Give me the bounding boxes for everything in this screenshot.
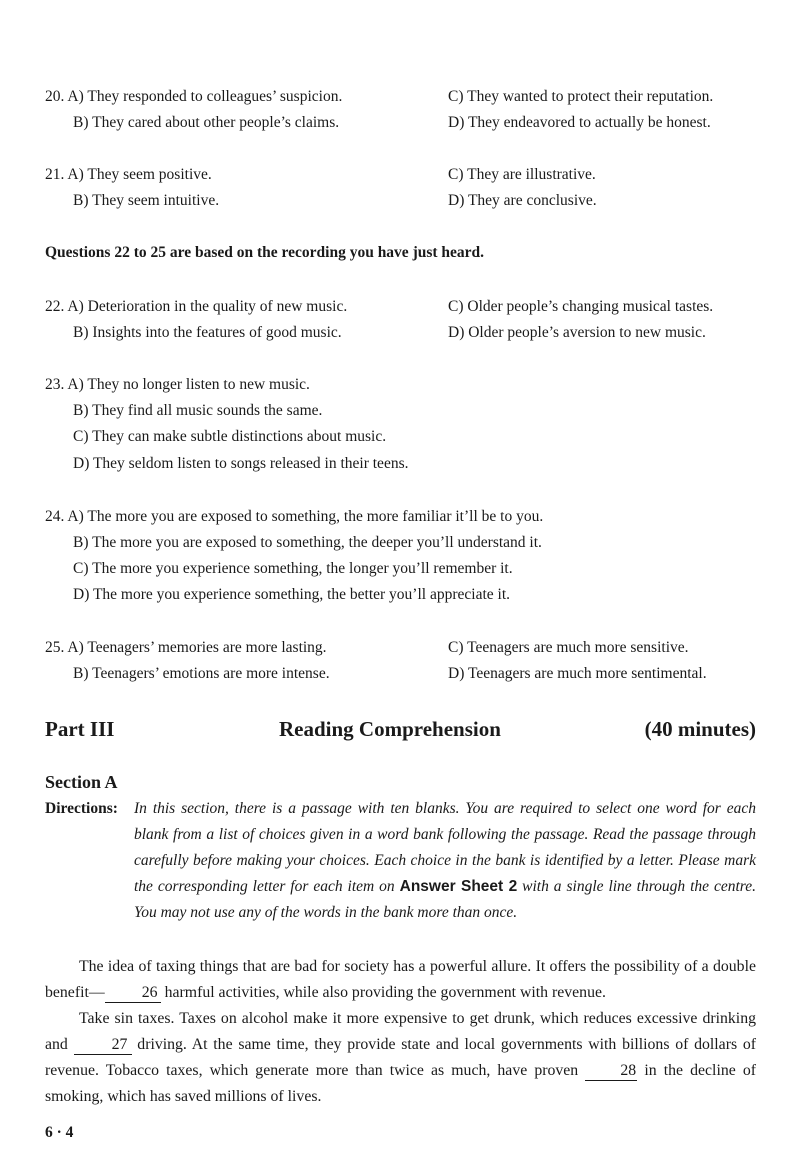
question-20-option-c: C) They wanted to protect their reputation.	[448, 88, 714, 105]
blank-26: 26	[105, 984, 161, 1003]
passage-paragraph-1: The idea of taxing things that are bad for society has a powerful allure. It offers the possibility of a double benefit— 26 harmful activities, while also providing the government with revenue.	[45, 958, 756, 1001]
question-23-option-a: 23. A) They no longer listen to new music.	[45, 376, 310, 393]
question-23-option-d: D) They seldom listen to songs released in their teens.	[73, 455, 409, 472]
page-number: 6 · 4	[45, 1124, 74, 1141]
question-21-option-b: B) They seem intuitive.	[73, 192, 220, 209]
question-25-option-d: D) Teenagers are much more sentimental.	[448, 665, 707, 682]
question-20-option-d: D) They endeavored to actually be honest.	[448, 114, 711, 131]
section-heading: Section A	[45, 772, 118, 792]
question-25-option-c: C) Teenagers are much more sensitive.	[448, 639, 689, 656]
answer-sheet-label: Answer Sheet 2	[399, 878, 518, 895]
question-20-option-a: 20. A) They responded to colleagues’ suspicion.	[45, 88, 343, 105]
questions-group-heading: Questions 22 to 25 are based on the recording you have just heard.	[45, 244, 485, 261]
part-title: Reading Comprehension	[279, 717, 501, 741]
question-24-option-c: C) The more you experience something, the longer you’ll remember it.	[73, 560, 513, 577]
blank-28: 28	[585, 1062, 637, 1081]
blank-27: 27	[74, 1036, 132, 1055]
question-21-option-a: 21. A) They seem positive.	[45, 166, 212, 183]
question-25-option-b: B) Teenagers’ emotions are more intense.	[73, 665, 330, 682]
question-22-option-d: D) Older people’s aversion to new music.	[448, 324, 706, 341]
question-21-option-c: C) They are illustrative.	[448, 166, 596, 183]
directions-text: In this section, there is a passage with ten blanks. You are required to select one word for each blank from a list of choices given in a word bank following the passage. Read the passage through carefully before making your choices. Each choice in the bank is identified by a letter. Please mark the corresponding letter for each item on Answer Sheet 2 with a single line through the centre. You may not use any of the words in the bank more than once.	[134, 800, 756, 921]
directions-label: Directions:	[45, 800, 118, 817]
question-24-option-a: 24. A) The more you are exposed to something, the more familiar it’ll be to you.	[45, 508, 544, 525]
passage-paragraph-2: Take sin taxes. Taxes on alcohol make it more expensive to get drunk, which reduces excessive drinking and 27 driving. At the same time, they provide state and local governments with billions of dollars of revenue. Tobacco taxes, which generate more than twice as much, have proven 28 in the decline of smoking, which has saved millions of lives.	[45, 1010, 757, 1105]
question-25-option-a: 25. A) Teenagers’ memories are more lasting.	[45, 639, 327, 656]
question-24-option-b: B) The more you are exposed to something, the deeper you’ll understand it.	[73, 534, 542, 551]
question-23-option-b: B) They find all music sounds the same.	[73, 402, 323, 419]
question-21-option-d: D) They are conclusive.	[448, 192, 597, 209]
question-23-option-c: C) They can make subtle distinctions about music.	[73, 428, 387, 445]
question-22-option-a: 22. A) Deterioration in the quality of new music.	[45, 298, 348, 315]
part-label: Part III	[45, 717, 115, 741]
question-24-option-d: D) The more you experience something, the better you’ll appreciate it.	[73, 586, 510, 603]
question-22-option-c: C) Older people’s changing musical tastes.	[448, 298, 714, 315]
question-22-option-b: B) Insights into the features of good music.	[73, 324, 342, 341]
question-20-option-b: B) They cared about other people’s claims.	[73, 114, 340, 131]
part-time: (40 minutes)	[644, 717, 756, 741]
